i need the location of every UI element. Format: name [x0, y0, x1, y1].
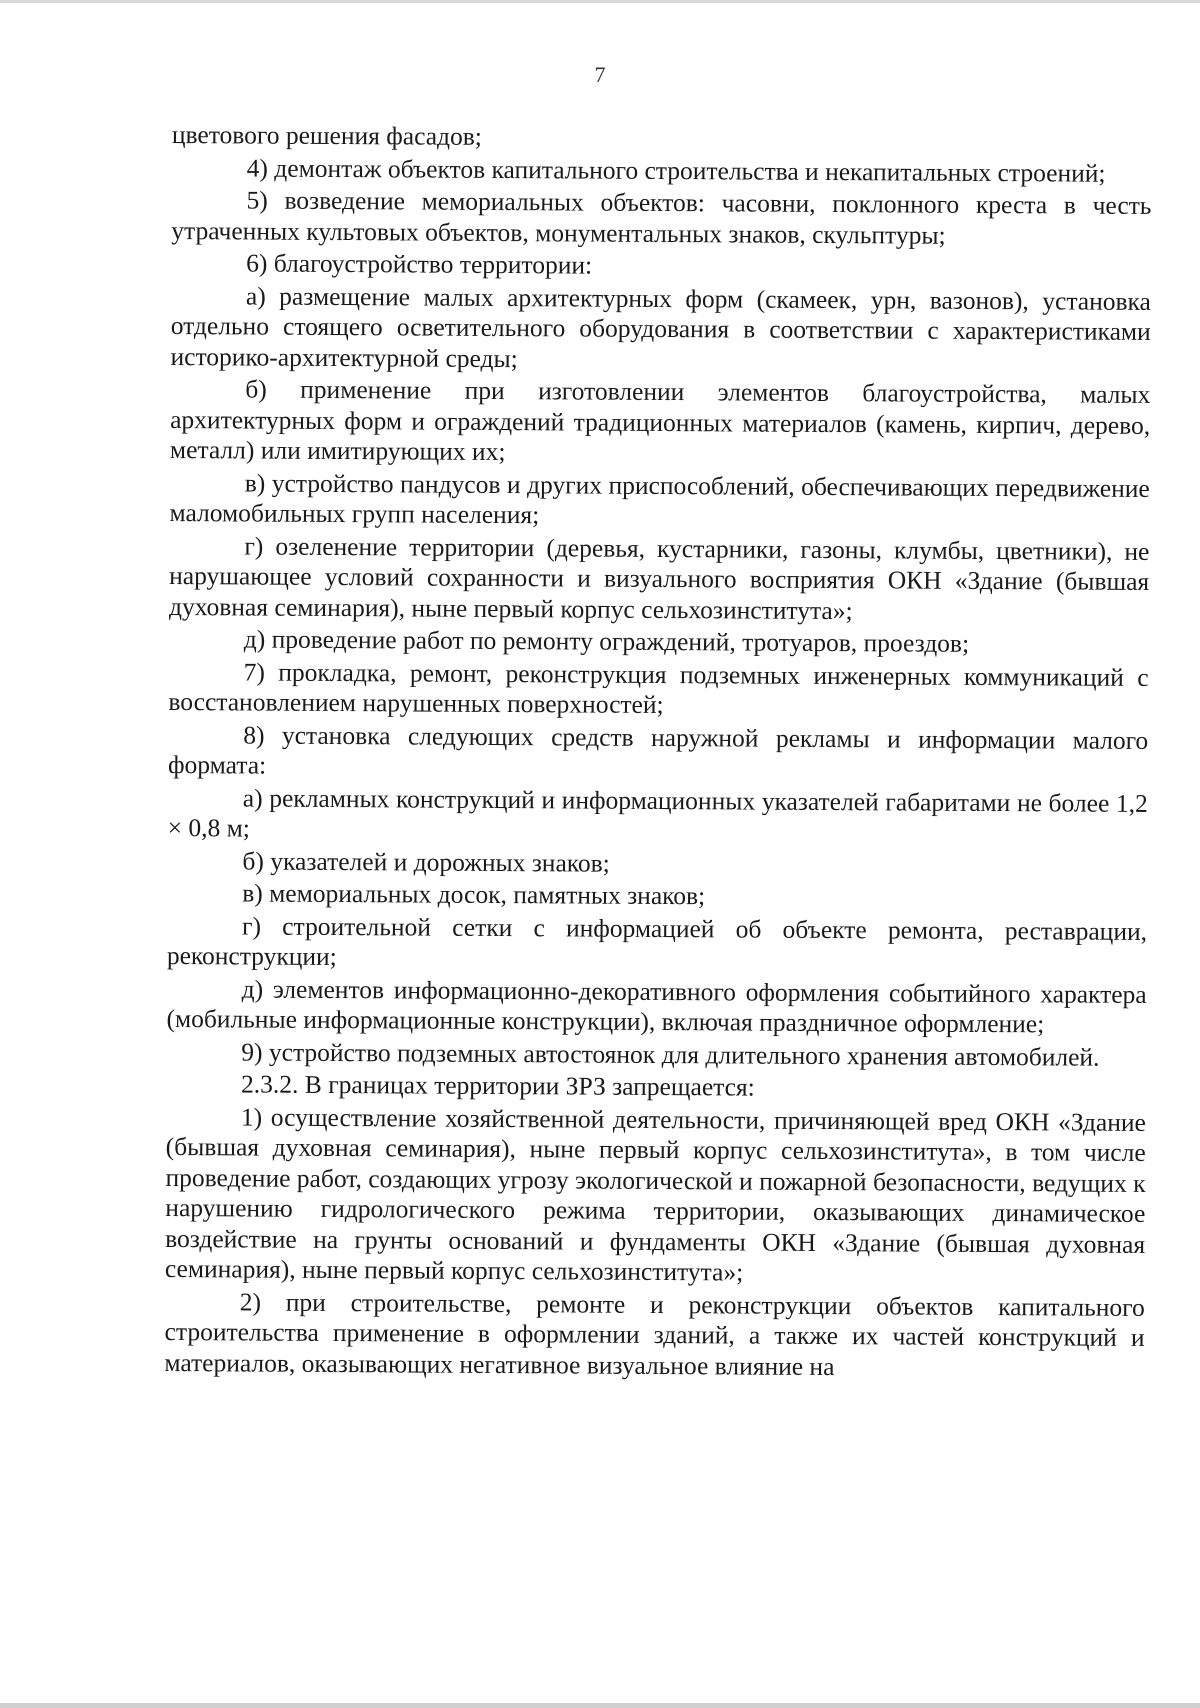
- page-number: 7: [594, 62, 606, 87]
- paragraph: а) размещение малых архитектурных форм (скамеек, урн, вазонов), установка отдельно стоящего осветительного оборудования в соответствии с характеристиками историко-архитектурной среды;: [170, 280, 1152, 373]
- paragraph: г) озеленение территории (деревья, кустарники, газоны, клумбы, цветники), не нарушающее условий сохранности и визуального восприятия ОКН «Здание (бывшая духовная семинария), ныне первый корпус сельхозинститута»;: [168, 530, 1150, 625]
- paragraph: д) проведение работ по ремонту ограждений, тротуаров, проездов;: [243, 624, 970, 658]
- paragraph: 5) возведение мемориальных объектов: часовни, поклонного креста в честь утраченных культовых объектов, монументальных знаков, скульптуры;: [171, 185, 1152, 250]
- paragraph: 9) устройство подземных автостоянок для длительного хранения автомобилей.: [241, 1036, 1100, 1072]
- paragraph: б) применение при изготовлении элементов благоустройства, малых архитектурных форм и ограждений традиционных материалов (камень, кирпич, дерево, металл) или имитирующих их;: [169, 374, 1151, 467]
- paragraph: д) элементов информационно-декоративного оформления событийного характера (мобильные информационные конструкции), включая праздничное оформление;: [166, 973, 1147, 1039]
- paragraph: 1) осуществление хозяйственной деятельности, причиняющей вред ОКН «Здание (бывшая духовная семинария), ныне первый корпус сельхозинститута», в том числе проведение работ, создающих угрозу экологической и пожарной безопасности, ведущих к нарушению гидрологического режима территории, оказывающих динамическое воздействие на грунты оснований и фундаменты ОКН «Здание (бывшая духовная семинария), ныне первый корпус сельхозинститута»;: [164, 1101, 1146, 1287]
- paragraph: б) указателей и дорожных знаков;: [242, 845, 610, 878]
- paragraph: г) строительной сетки с информацией об объекте ремонта, реставрации, реконструкции;: [166, 910, 1148, 972]
- document-body: [164, 120, 1152, 1386]
- paragraph: в) устройство пандусов и других приспособлений, обеспечивающих передвижение маломобильных групп населения;: [169, 467, 1150, 530]
- scan-edge-top: [0, 0, 1200, 3]
- paragraph: цветового решения фасадов;: [171, 120, 483, 151]
- paragraph: 2) при строительстве, ремонте и реконструкции объектов капитального строительства применение в оформлении зданий, а также их частей конструкций и материалов, оказывающих негативное визуальное влияние на: [164, 1286, 1145, 1381]
- paragraph: в) мемориальных досок, памятных знаков;: [242, 878, 706, 911]
- scan-edge-bottom: [0, 1703, 1200, 1708]
- paragraph: 2.3.2. В границах территории ЗРЗ запрещается:: [241, 1069, 755, 1102]
- paragraph: а) рекламных конструкций и информационных указателей габаритами не более 1,2 × 0,8 м;: [167, 782, 1148, 843]
- paragraph: 4) демонтаж объектов капитального строительства и некапитальных строений;: [246, 152, 1106, 188]
- paragraph: 7) прокладка, ремонт, реконструкция подземных инженерных коммуникаций с восстановлением нарушенных поверхностей;: [168, 656, 1149, 720]
- paragraph: 6) благоустройство территории:: [246, 248, 593, 280]
- paragraph: 8) установка следующих средств наружной рекламы и информации малого формата:: [167, 719, 1149, 780]
